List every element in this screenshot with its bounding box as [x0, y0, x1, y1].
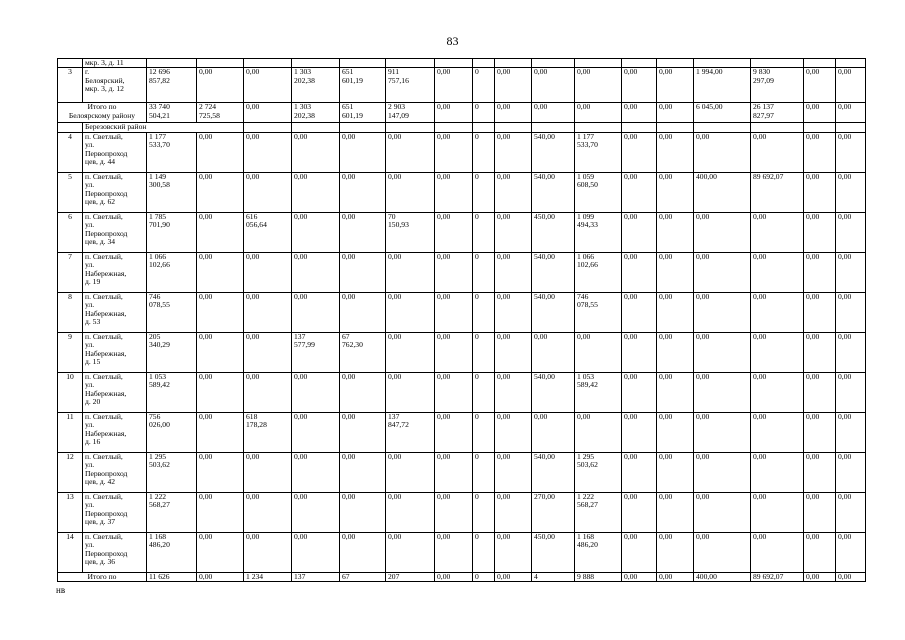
value-cell: 0,00	[804, 532, 836, 572]
address-cell: п. Светлый, ул. Первопроход цев, д. 34	[83, 212, 147, 252]
value-cell: 0,00	[694, 332, 751, 372]
value-cell: 400,00	[694, 172, 751, 212]
value-cell: 0,00	[197, 452, 244, 492]
value-cell: 0,00	[694, 492, 751, 532]
value-cell: 0,00	[495, 332, 532, 372]
value-cell: 0,00	[622, 212, 657, 252]
value-cell: 0	[473, 132, 495, 172]
value-cell: 0,00	[751, 292, 804, 332]
value-cell: 0,00	[804, 372, 836, 412]
value-cell: 89 692,07	[751, 172, 804, 212]
value-cell: 0,00	[836, 252, 866, 292]
value-cell: 0,00	[435, 492, 473, 532]
value-cell: 0,00	[340, 292, 386, 332]
value-cell: 0,00	[532, 412, 575, 452]
value-cell: 651 601,19	[340, 103, 386, 123]
value-cell: 0,00	[386, 492, 435, 532]
total-label: Итого по	[58, 572, 147, 581]
value-cell: 0,00	[804, 252, 836, 292]
value-cell: 0,00	[435, 572, 473, 581]
table-row	[58, 252, 866, 292]
value-cell: 0,00	[804, 132, 836, 172]
value-cell: 0,00	[435, 452, 473, 492]
row-number: 14	[58, 532, 83, 572]
table-body	[58, 59, 866, 582]
value-cell: 1 222 568,27	[575, 492, 622, 532]
value-cell: 0,00	[244, 532, 292, 572]
value-cell: 1 053 589,42	[147, 372, 197, 412]
row-number: 11	[58, 412, 83, 452]
value-cell: 0,00	[495, 292, 532, 332]
value-cell: 9 888	[575, 572, 622, 581]
value-cell: 67	[340, 572, 386, 581]
value-cell: 0,00	[386, 532, 435, 572]
value-cell: 1 066 102,66	[147, 252, 197, 292]
table-row	[58, 68, 866, 103]
table-row	[58, 532, 866, 572]
value-cell: 0,00	[495, 172, 532, 212]
value-cell: 1 785 701,90	[147, 212, 197, 252]
value-cell: 2 724 725,58	[197, 103, 244, 123]
value-cell: 0,00	[386, 372, 435, 412]
value-cell: 540,00	[532, 452, 575, 492]
footer-mark: нв	[56, 585, 66, 595]
value-cell: 0,00	[657, 372, 694, 412]
value-cell: 746 078,55	[575, 292, 622, 332]
value-cell: 0,00	[244, 68, 292, 103]
value-cell: 0,00	[657, 292, 694, 332]
value-cell: 0,00	[340, 372, 386, 412]
value-cell: 4	[532, 572, 575, 581]
value-cell: 0,00	[495, 252, 532, 292]
value-cell: 0,00	[435, 292, 473, 332]
row-number: 5	[58, 172, 83, 212]
value-cell: 0,00	[575, 332, 622, 372]
value-cell: 0,00	[244, 372, 292, 412]
value-cell: 0,00	[197, 412, 244, 452]
value-cell: 0,00	[694, 132, 751, 172]
value-cell: 0,00	[244, 172, 292, 212]
value-cell: 0,00	[435, 132, 473, 172]
value-cell: 1 177 533,70	[575, 132, 622, 172]
address-cell: п. Светлый, ул. Первопроход цев, д. 37	[83, 492, 147, 532]
row-number: 7	[58, 252, 83, 292]
value-cell: 651 601,19	[340, 68, 386, 103]
value-cell: 0,00	[804, 452, 836, 492]
value-cell: 0,00	[836, 572, 866, 581]
value-cell: 0,00	[804, 492, 836, 532]
value-cell: 1 177 533,70	[147, 132, 197, 172]
value-cell: 0,00	[836, 68, 866, 103]
value-cell: 0,00	[751, 332, 804, 372]
value-cell: 0,00	[495, 412, 532, 452]
table-row-total	[58, 103, 866, 123]
value-cell: 0,00	[751, 452, 804, 492]
value-cell: 540,00	[532, 292, 575, 332]
value-cell: 89 692,07	[751, 572, 804, 581]
value-cell: 0,00	[694, 292, 751, 332]
value-cell: 540,00	[532, 132, 575, 172]
value-cell: 0,00	[622, 132, 657, 172]
address-cell: г. Белоярский, мкр. 3, д. 12	[83, 68, 147, 103]
value-cell: 137 577,99	[292, 332, 340, 372]
value-cell: 0,00	[495, 532, 532, 572]
value-cell: 0,00	[804, 292, 836, 332]
value-cell: 0,00	[836, 372, 866, 412]
value-cell: 0,00	[836, 132, 866, 172]
value-cell: 33 740 504,21	[147, 103, 197, 123]
value-cell: 0,00	[622, 492, 657, 532]
value-cell: 0,00	[575, 103, 622, 123]
value-cell: 0,00	[694, 252, 751, 292]
address-cell: п. Светлый, ул. Первопроход цев, д. 42	[83, 452, 147, 492]
value-cell: 0,00	[435, 212, 473, 252]
value-cell: 0,00	[292, 452, 340, 492]
table-row	[58, 292, 866, 332]
table-row	[58, 212, 866, 252]
value-cell: 0,00	[340, 132, 386, 172]
value-cell: 0,00	[495, 492, 532, 532]
value-cell: 0,00	[836, 292, 866, 332]
value-cell: 0,00	[622, 412, 657, 452]
value-cell: 0,00	[694, 452, 751, 492]
value-cell: 0,00	[751, 252, 804, 292]
value-cell: 9 830 297,09	[751, 68, 804, 103]
value-cell: 756 026,00	[147, 412, 197, 452]
address-cell: мкр. 3, д. 11	[83, 59, 147, 68]
value-cell: 450,00	[532, 532, 575, 572]
district-header-row	[58, 123, 866, 132]
value-cell: 0,00	[836, 452, 866, 492]
value-cell: 0,00	[292, 172, 340, 212]
table-row-total	[58, 572, 866, 581]
value-cell: 450,00	[532, 212, 575, 252]
value-cell: 0,00	[657, 572, 694, 581]
value-cell: 205 340,29	[147, 332, 197, 372]
value-cell: 540,00	[532, 172, 575, 212]
value-cell: 270,00	[532, 492, 575, 532]
value-cell: 0,00	[804, 172, 836, 212]
value-cell: 0,00	[340, 172, 386, 212]
value-cell: 0,00	[495, 212, 532, 252]
value-cell: 2 903 147,09	[386, 103, 435, 123]
value-cell: 0,00	[657, 412, 694, 452]
value-cell: 0,00	[197, 532, 244, 572]
row-number: 4	[58, 132, 83, 172]
table-row	[58, 372, 866, 412]
value-cell: 0,00	[657, 252, 694, 292]
table-row	[58, 172, 866, 212]
value-cell: 137	[292, 572, 340, 581]
value-cell: 0,00	[495, 572, 532, 581]
value-cell: 0,00	[435, 332, 473, 372]
value-cell: 0,00	[244, 103, 292, 123]
value-cell: 0,00	[435, 172, 473, 212]
value-cell: 1 303 202,38	[292, 103, 340, 123]
value-cell: 0,00	[836, 532, 866, 572]
value-cell: 0,00	[435, 412, 473, 452]
value-cell: 0,00	[244, 132, 292, 172]
value-cell: 0,00	[340, 252, 386, 292]
value-cell: 0,00	[804, 332, 836, 372]
value-cell: 0,00	[657, 332, 694, 372]
value-cell: 0,00	[694, 412, 751, 452]
value-cell: 540,00	[532, 372, 575, 412]
value-cell: 0,00	[197, 172, 244, 212]
value-cell: 0,00	[751, 532, 804, 572]
address-cell: п. Светлый, ул. Набережная, д. 15	[83, 332, 147, 372]
value-cell: 0,00	[657, 132, 694, 172]
value-cell: 1 295 503,62	[147, 452, 197, 492]
value-cell: 0,00	[836, 492, 866, 532]
value-cell: 0,00	[532, 68, 575, 103]
value-cell: 0,00	[622, 292, 657, 332]
value-cell: 0,00	[435, 68, 473, 103]
value-cell: 0,00	[836, 172, 866, 212]
value-cell: 0,00	[657, 68, 694, 103]
row-number: 6	[58, 212, 83, 252]
value-cell: 0,00	[622, 572, 657, 581]
value-cell: 0,00	[622, 172, 657, 212]
value-cell: 0,00	[622, 68, 657, 103]
value-cell: 0,00	[532, 103, 575, 123]
value-cell: 0	[473, 532, 495, 572]
table-row	[58, 412, 866, 452]
value-cell: 0,00	[657, 103, 694, 123]
value-cell: 0,00	[622, 252, 657, 292]
value-cell: 0,00	[197, 332, 244, 372]
value-cell: 0,00	[836, 332, 866, 372]
value-cell: 0,00	[197, 252, 244, 292]
value-cell: 0,00	[340, 412, 386, 452]
value-cell: 540,00	[532, 252, 575, 292]
row-number: 9	[58, 332, 83, 372]
value-cell: 0,00	[532, 332, 575, 372]
table-row	[58, 452, 866, 492]
address-cell: п. Светлый, ул. Набережная, д. 19	[83, 252, 147, 292]
address-cell: п. Светлый, ул. Первопроход цев, д. 36	[83, 532, 147, 572]
row-number: 10	[58, 372, 83, 412]
value-cell: 0,00	[386, 332, 435, 372]
value-cell: 0,00	[751, 492, 804, 532]
value-cell: 0,00	[622, 103, 657, 123]
value-cell: 0,00	[804, 68, 836, 103]
value-cell: 0	[473, 252, 495, 292]
value-cell: 0,00	[575, 68, 622, 103]
value-cell: 0,00	[694, 212, 751, 252]
value-cell: 1 234	[244, 572, 292, 581]
value-cell: 1 168 486,20	[575, 532, 622, 572]
value-cell: 70 150,93	[386, 212, 435, 252]
value-cell: 0	[473, 68, 495, 103]
value-cell: 0,00	[197, 572, 244, 581]
value-cell: 0,00	[495, 68, 532, 103]
value-cell: 0,00	[197, 372, 244, 412]
value-cell: 0,00	[495, 132, 532, 172]
value-cell: 0,00	[292, 372, 340, 412]
value-cell: 0,00	[386, 292, 435, 332]
value-cell: 1 053 589,42	[575, 372, 622, 412]
value-cell: 0,00	[622, 372, 657, 412]
value-cell: 0,00	[386, 252, 435, 292]
value-cell: 0,00	[657, 212, 694, 252]
value-cell: 0	[473, 412, 495, 452]
value-cell: 1 222 568,27	[147, 492, 197, 532]
value-cell: 0,00	[340, 452, 386, 492]
table-row	[58, 492, 866, 532]
value-cell: 1 994,00	[694, 68, 751, 103]
value-cell: 207	[386, 572, 435, 581]
value-cell: 1 303 202,38	[292, 68, 340, 103]
table-row	[58, 332, 866, 372]
value-cell: 0,00	[575, 412, 622, 452]
address-cell: п. Светлый, ул. Набережная, д. 53	[83, 292, 147, 332]
value-cell: 0,00	[836, 103, 866, 123]
value-cell: 0,00	[292, 492, 340, 532]
table-row	[58, 132, 866, 172]
value-cell: 0,00	[435, 252, 473, 292]
value-cell: 400,00	[694, 572, 751, 581]
value-cell: 0,00	[751, 132, 804, 172]
value-cell: 0,00	[657, 172, 694, 212]
value-cell: 0	[473, 572, 495, 581]
row-number: 12	[58, 452, 83, 492]
value-cell: 0,00	[495, 452, 532, 492]
table-row-fragment	[58, 59, 866, 68]
value-cell: 0	[473, 292, 495, 332]
row-number: 8	[58, 292, 83, 332]
value-cell: 0,00	[244, 452, 292, 492]
value-cell: 0,00	[836, 212, 866, 252]
address-cell: п. Светлый, ул. Набережная, д. 16	[83, 412, 147, 452]
value-cell: 0,00	[804, 103, 836, 123]
value-cell: 0,00	[836, 412, 866, 452]
value-cell: 0,00	[751, 412, 804, 452]
value-cell: 1 059 608,50	[575, 172, 622, 212]
value-cell: 0,00	[197, 68, 244, 103]
value-cell: 0	[473, 103, 495, 123]
value-cell: 0,00	[244, 332, 292, 372]
value-cell: 0,00	[435, 372, 473, 412]
value-cell: 0,00	[751, 212, 804, 252]
value-cell: 0	[473, 492, 495, 532]
value-cell: 0,00	[657, 492, 694, 532]
address-cell: п. Светлый, ул. Первопроход цев, д. 44	[83, 132, 147, 172]
value-cell: 0,00	[292, 532, 340, 572]
value-cell: 0,00	[340, 212, 386, 252]
value-cell: 616 056,64	[244, 212, 292, 252]
value-cell: 26 137 827,97	[751, 103, 804, 123]
row-number: 3	[58, 68, 83, 103]
value-cell: 0,00	[694, 372, 751, 412]
value-cell: 1 099 494,33	[575, 212, 622, 252]
value-cell: 67 762,30	[340, 332, 386, 372]
value-cell: 0,00	[751, 372, 804, 412]
value-cell: 618 178,28	[244, 412, 292, 452]
value-cell: 0,00	[292, 252, 340, 292]
value-cell: 0,00	[435, 532, 473, 572]
value-cell: 1 168 486,20	[147, 532, 197, 572]
value-cell: 0,00	[804, 572, 836, 581]
page-number: 83	[446, 34, 459, 48]
value-cell: 0,00	[340, 492, 386, 532]
value-cell: 0	[473, 172, 495, 212]
value-cell: 0	[473, 372, 495, 412]
address-cell: п. Светлый, ул. Первопроход цев, д. 62	[83, 172, 147, 212]
value-cell: 6 045,00	[694, 103, 751, 123]
row-number: 13	[58, 492, 83, 532]
value-cell: 0,00	[292, 292, 340, 332]
value-cell: 11 626	[147, 572, 197, 581]
value-cell: 0,00	[804, 412, 836, 452]
value-cell: 0	[473, 212, 495, 252]
value-cell: 0,00	[292, 132, 340, 172]
value-cell: 746 078,55	[147, 292, 197, 332]
value-cell: 0,00	[495, 372, 532, 412]
value-cell: 0,00	[340, 532, 386, 572]
value-cell: 0,00	[197, 132, 244, 172]
value-cell: 0,00	[292, 212, 340, 252]
value-cell: 0,00	[435, 103, 473, 123]
value-cell: 0,00	[197, 492, 244, 532]
value-cell: 12 696 857,82	[147, 68, 197, 103]
value-cell: 0,00	[244, 492, 292, 532]
address-cell: п. Светлый, ул. Набережная, д. 20	[83, 372, 147, 412]
value-cell: 0,00	[244, 252, 292, 292]
value-cell: 0,00	[694, 532, 751, 572]
value-cell: 0,00	[622, 532, 657, 572]
value-cell: 137 847,72	[386, 412, 435, 452]
value-cell: 0,00	[622, 332, 657, 372]
value-cell: 0,00	[197, 212, 244, 252]
value-cell: 0,00	[657, 532, 694, 572]
value-cell: 1 066 102,66	[575, 252, 622, 292]
value-cell: 0,00	[622, 452, 657, 492]
value-cell: 0,00	[244, 292, 292, 332]
value-cell: 911 757,16	[386, 68, 435, 103]
value-cell: 0	[473, 452, 495, 492]
value-cell: 0,00	[197, 292, 244, 332]
value-cell: 1 295 503,62	[575, 452, 622, 492]
value-cell: 0,00	[386, 452, 435, 492]
district-name: Березовский район	[83, 123, 244, 132]
value-cell: 0,00	[804, 212, 836, 252]
value-cell: 0,00	[292, 412, 340, 452]
value-cell: 1 149 300,58	[147, 172, 197, 212]
funding-table	[57, 58, 866, 582]
total-label: Итого по Белоярскому району	[58, 103, 147, 123]
value-cell: 0	[473, 332, 495, 372]
value-cell: 0,00	[386, 172, 435, 212]
value-cell: 0,00	[386, 132, 435, 172]
value-cell: 0,00	[495, 103, 532, 123]
value-cell: 0,00	[657, 452, 694, 492]
